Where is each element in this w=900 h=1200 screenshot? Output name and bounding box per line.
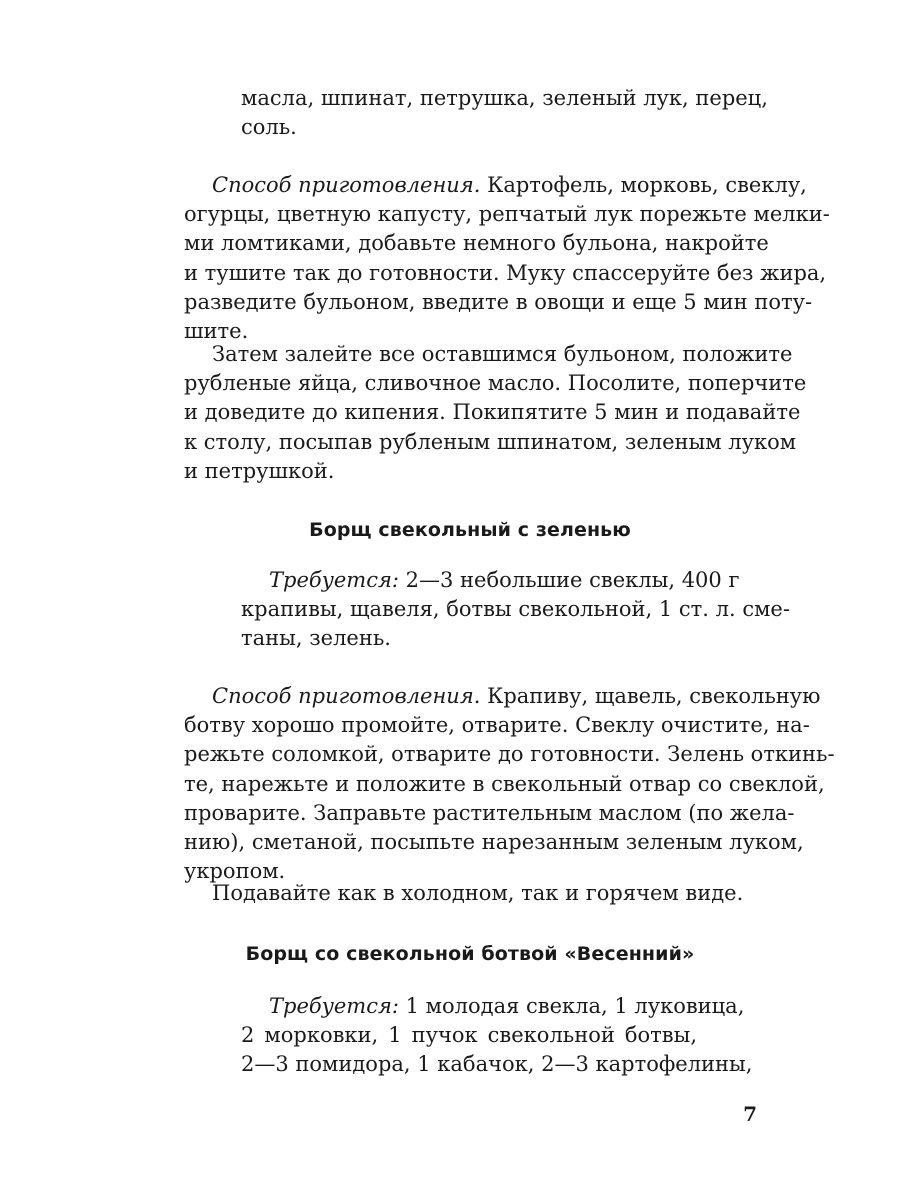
text-line — [241, 992, 745, 1021]
page-number: 7 — [743, 1102, 757, 1126]
text-line: те, нарежьте и положите в свекольный отвар со свеклой, — [184, 771, 825, 796]
text-line: Затем залейте все оставшимся бульоном, положите — [212, 342, 793, 366]
serving-paragraph — [184, 340, 807, 486]
recipe-method — [184, 682, 835, 886]
text-line: и петрушкой. — [184, 458, 335, 483]
text-line: и доведите до кипения. Покипятите 5 мин и подавайте — [184, 400, 801, 425]
text-line: 2—3 помидора, 1 кабачок, 2—3 картофелины, — [241, 1052, 753, 1077]
text-line: укропом. — [184, 859, 286, 884]
text-line: и тушите так до готовности. Муку спассеруйте без жира, — [184, 260, 827, 285]
text-line: таны, зелень. — [241, 626, 391, 651]
text-line: разведите бульоном, введите в овощи и еще 5 мин поту- — [184, 289, 813, 314]
text-line — [184, 682, 821, 711]
ingredients-lead: Требуется: — [269, 994, 399, 1018]
text-line: шите. — [184, 319, 249, 344]
recipe-title: Борщ свекольный с зеленью — [309, 519, 631, 541]
text-fragment: 1 молодая свекла, 1 луковица, — [398, 994, 745, 1018]
text-fragment: 2—3 небольшие свеклы, 400 г — [398, 568, 740, 592]
text-line: проварите. Заправьте растительным маслом (по жела- — [184, 800, 795, 825]
text-line — [184, 171, 807, 200]
recipe-ingredients — [241, 992, 753, 1080]
ingredients-continuation — [241, 84, 768, 142]
text-line: крапивы, щавеля, ботвы свекольной, 1 ст. л. сме- — [241, 597, 790, 622]
text-line: нию), сметаной, посыпьте нарезанным зеленым луком, — [184, 830, 804, 855]
text-line: рубленые яйца, сливочное масло. Посолите, поперчите — [184, 371, 807, 396]
method-paragraph — [184, 171, 830, 346]
text-line: 2 морковки, 1 пучок свекольной ботвы, — [241, 1023, 697, 1048]
text-line: ми ломтиками, добавьте немного бульона, накройте — [184, 231, 769, 256]
text-line: режьте соломкой, отварите до готовности. Зелень откинь- — [184, 742, 835, 767]
text-line: Подавайте как в холодном, так и горячем виде. — [212, 881, 744, 905]
text-fragment: Картофель, морковь, свеклу, — [480, 173, 807, 197]
text-line: огурцы, цветную капусту, репчатый лук порежьте мелки- — [184, 202, 830, 227]
text-line: соль. — [241, 115, 297, 140]
text-line: ботву хорошо промойте, отварите. Свеклу очистите, на- — [184, 713, 810, 738]
recipe-serving-note — [184, 879, 756, 908]
text-fragment: Крапиву, щавель, свекольную — [480, 684, 821, 708]
recipe-title: Борщ со свекольной ботвой «Весенний» — [245, 943, 695, 965]
text-line — [241, 566, 740, 595]
method-lead: Способ приготовления. — [212, 684, 481, 708]
method-lead: Способ приготовления. — [212, 173, 481, 197]
recipe-ingredients — [241, 566, 790, 654]
text-line: к столу, посыпав рубленым шпинатом, зеленым луком — [184, 429, 797, 454]
text-line: масла, шпинат, петрушка, зеленый лук, перец, — [241, 86, 768, 110]
ingredients-lead: Требуется: — [269, 568, 399, 592]
